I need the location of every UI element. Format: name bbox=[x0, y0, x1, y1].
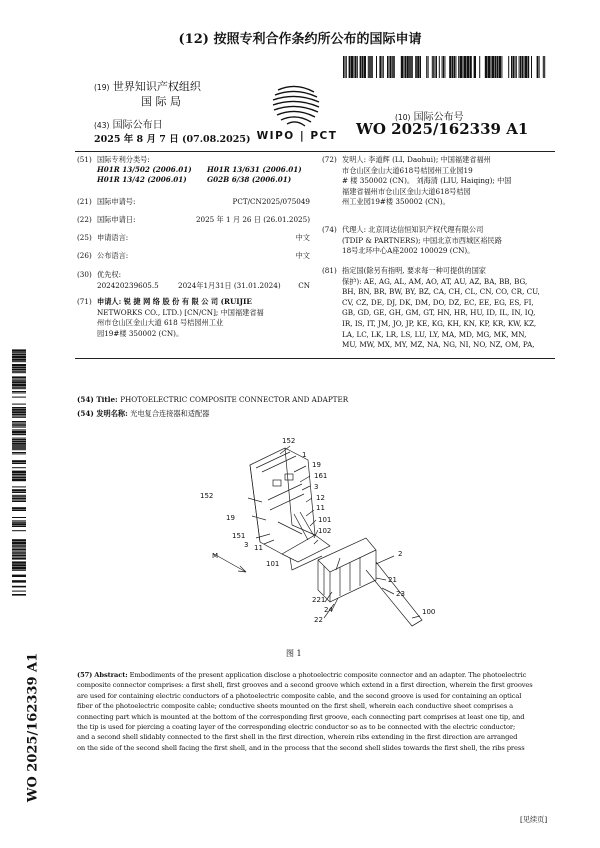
app-no-value: PCT/CN2025/075049 bbox=[232, 197, 310, 206]
applicant-block bbox=[97, 297, 312, 339]
pubno-code: (10) bbox=[395, 113, 411, 122]
priority-label: 优先权: bbox=[97, 270, 121, 279]
barcode-bar bbox=[351, 56, 353, 78]
label-23: 23 bbox=[396, 590, 405, 598]
barcode-bar bbox=[353, 56, 354, 78]
barcode-bar bbox=[492, 56, 494, 78]
applicant-code: (71) bbox=[77, 297, 92, 306]
barcode-bar bbox=[479, 56, 480, 78]
barcode-bar bbox=[406, 56, 408, 78]
barcode-bar bbox=[415, 56, 417, 78]
barcode-bar bbox=[537, 56, 539, 78]
label-101-bottom: 101 bbox=[266, 560, 280, 568]
side-barcode-bar bbox=[12, 381, 26, 383]
barcode-bar bbox=[428, 56, 429, 78]
org-bureau: 国 际 局 bbox=[141, 95, 181, 108]
filing-lang-label: 申请语言: bbox=[97, 233, 129, 242]
label-m: M bbox=[212, 552, 219, 560]
wipo-logo bbox=[256, 84, 336, 148]
barcode-bar bbox=[455, 56, 456, 78]
side-barcode-bar bbox=[12, 371, 26, 372]
barcode-bar bbox=[432, 56, 433, 78]
barcode-bar bbox=[485, 56, 487, 78]
priority-country: CN bbox=[298, 281, 310, 290]
barcode-bar bbox=[520, 56, 522, 78]
connector-drawing bbox=[190, 430, 450, 645]
barcode-bar bbox=[426, 56, 427, 78]
inventor-line: # 楼 350002 (CN)。 刘海清 (LIU, Haiqing); 中国 bbox=[342, 176, 512, 186]
side-barcode-bar bbox=[12, 542, 26, 544]
side-barcode-bar bbox=[12, 380, 26, 381]
states-line: MU, MW, MX, MY, MZ, NA, NG, NI, NO, NZ, OM, PA, bbox=[342, 340, 535, 350]
agent-line: 代理人: 北京同达信恒知识产权代理有限公司 bbox=[342, 225, 484, 234]
wipo-logo-text: WIPO | PCT bbox=[256, 130, 338, 142]
applicant-line: NETWORKS CO., LTD.) [CN/CN]; 中国福建省福 bbox=[97, 307, 264, 317]
pubdate-code: (43) bbox=[94, 121, 110, 130]
side-barcode-bar bbox=[12, 445, 26, 447]
abstract-line: connecting part which is mounted at the bottom of the corresponding first groove, each connecting part comprises at least one tip, and bbox=[77, 712, 525, 721]
ipc-row-2-b: G02B 6/38 (2006.01) bbox=[207, 175, 292, 184]
side-barcode-bar bbox=[12, 431, 26, 433]
side-barcode-bar bbox=[12, 392, 26, 393]
barcode-bar bbox=[467, 56, 469, 78]
title-zh-row bbox=[77, 409, 209, 420]
barcode-bar bbox=[411, 56, 413, 78]
side-barcode-bar bbox=[12, 391, 26, 392]
inventor-block bbox=[342, 155, 557, 208]
side-barcode-bar bbox=[12, 486, 26, 487]
barcode-bar bbox=[443, 56, 444, 78]
side-barcode-bar bbox=[12, 475, 26, 476]
agent-block bbox=[342, 225, 557, 257]
label-221: 221 bbox=[312, 596, 326, 604]
states-code: (81) bbox=[322, 266, 337, 275]
filing-lang-code: (25) bbox=[77, 233, 92, 242]
barcode-bar bbox=[344, 56, 345, 78]
abstract-line: the tip is used for piercing a coating layer of the corresponding electric conductor so as to be connected with the electric conductor; bbox=[77, 723, 516, 732]
barcode-bar bbox=[393, 56, 395, 78]
abstract-code: (57) bbox=[77, 671, 93, 679]
side-barcode-bar bbox=[12, 567, 26, 569]
barcode-bar bbox=[458, 56, 459, 78]
barcode-bar bbox=[401, 56, 403, 78]
barcode-bar bbox=[444, 56, 445, 78]
side-barcode-bar bbox=[12, 417, 26, 418]
side-barcode-bar bbox=[12, 580, 26, 582]
side-barcode-bar bbox=[12, 415, 26, 416]
states-line: LA, LC, LK, LR, LS, LU, LY, MA, MD, MG, MK, MN, bbox=[342, 329, 527, 339]
pub-lang-value: 中文 bbox=[295, 251, 310, 260]
barcode-bar bbox=[390, 56, 392, 78]
side-barcode-bar bbox=[12, 352, 26, 353]
barcode-bar bbox=[497, 56, 499, 78]
title-zh: 光电复合连接器和适配器 bbox=[130, 409, 210, 418]
side-barcode-bar bbox=[12, 539, 26, 541]
barcode-bar bbox=[381, 56, 382, 78]
states-line: 保护): AE, AG, AL, AM, AO, AT, AU, AZ, BA, BB, BG, bbox=[342, 276, 528, 286]
side-barcode-bar bbox=[12, 523, 26, 525]
side-barcode-bar bbox=[12, 427, 26, 428]
side-barcode-bar bbox=[12, 489, 26, 491]
side-barcode-bar bbox=[12, 530, 26, 531]
inventor-line: 州工业园19#楼 350002 (CN)。 bbox=[342, 197, 450, 207]
barcode-bar bbox=[519, 56, 520, 78]
barcode-bar bbox=[544, 56, 545, 78]
barcode-bar bbox=[464, 56, 466, 78]
title-en: PHOTOELECTRIC COMPOSITE CONNECTOR AND ADAPTER bbox=[120, 395, 349, 404]
side-barcode-bar bbox=[12, 384, 26, 386]
side-barcode-bar bbox=[12, 522, 26, 523]
patent-figure bbox=[190, 430, 450, 645]
side-barcode-bar bbox=[12, 372, 26, 373]
barcode-bar bbox=[371, 56, 373, 78]
barcode-bar bbox=[539, 56, 540, 78]
barcode-bar bbox=[369, 56, 371, 78]
side-barcode-bar bbox=[12, 361, 26, 362]
abstract-block bbox=[77, 670, 557, 753]
barcode-bar bbox=[364, 56, 366, 78]
states-line: CV, CZ, DE, DJ, DK, DM, DO, DZ, EC, EE, EG, ES, FI, bbox=[342, 297, 534, 307]
barcode-bar bbox=[513, 56, 514, 78]
barcode-bar bbox=[405, 56, 406, 78]
side-barcode-bar bbox=[12, 376, 26, 378]
side-barcode-bar bbox=[12, 463, 26, 464]
label-12: 12 bbox=[316, 494, 325, 502]
title-en-label: Title: bbox=[96, 395, 118, 404]
title-zh-code: (54) bbox=[77, 409, 94, 418]
side-barcode-bar bbox=[12, 520, 26, 521]
side-barcode-bar bbox=[12, 449, 26, 450]
side-barcode-bar bbox=[12, 526, 26, 527]
barcode-bar bbox=[417, 56, 419, 78]
pubdate-row bbox=[94, 116, 163, 131]
side-barcode-bar bbox=[12, 570, 26, 571]
label-3-left: 3 bbox=[244, 541, 249, 549]
barcode-bar bbox=[474, 56, 476, 78]
abstract-line bbox=[77, 670, 557, 680]
side-barcode-bar bbox=[12, 558, 26, 560]
barcode-bar bbox=[392, 56, 393, 78]
side-barcode-bar bbox=[12, 546, 26, 547]
barcode-bar bbox=[404, 56, 405, 78]
side-barcode-bar bbox=[12, 477, 26, 479]
side-barcode-bar bbox=[12, 387, 26, 388]
title-zh-label: 发明名称: bbox=[96, 409, 128, 418]
ipc-code: (51) bbox=[77, 155, 92, 164]
barcode-bar bbox=[442, 56, 443, 78]
pub-lang-code: (26) bbox=[77, 251, 92, 260]
label-11-top: 11 bbox=[316, 504, 325, 512]
pubno-value: WO 2025/162339 A1 bbox=[356, 120, 529, 138]
abstract-first-line: Embodiments of the present application disclose a photoelectric composite connector and an adapter. The photoelectric bbox=[129, 671, 527, 679]
side-barcode-bar bbox=[12, 404, 26, 405]
barcode-bar bbox=[346, 56, 347, 78]
org-name: 世界知识产权组织 bbox=[112, 80, 201, 93]
side-barcode-bar bbox=[12, 594, 26, 596]
side-barcode-bar bbox=[12, 479, 26, 481]
side-barcode-bar bbox=[12, 429, 26, 430]
figure-caption: 图 1 bbox=[286, 649, 302, 658]
side-barcode-bar bbox=[12, 364, 26, 366]
side-barcode-bar bbox=[12, 452, 26, 453]
barcode-bar bbox=[355, 56, 357, 78]
barcode-bar bbox=[368, 56, 369, 78]
side-barcode-bar bbox=[12, 356, 26, 358]
side-barcode-graphic bbox=[12, 348, 26, 598]
side-barcode-bar bbox=[12, 500, 26, 501]
barcode-bar bbox=[383, 56, 384, 78]
middle-divider bbox=[75, 358, 555, 359]
side-barcode-bar bbox=[12, 550, 26, 551]
org-block bbox=[94, 78, 201, 94]
label-151: 151 bbox=[232, 532, 246, 540]
side-barcode-bar bbox=[12, 495, 26, 496]
barcode-bar bbox=[357, 56, 358, 78]
continued-note: [见续页] bbox=[520, 815, 548, 824]
barcode-bar bbox=[453, 56, 455, 78]
label-2: 2 bbox=[398, 550, 403, 558]
barcode-bar bbox=[514, 56, 515, 78]
org-code: (19) bbox=[94, 83, 110, 92]
side-number-text: WO 2025/162339 A1 bbox=[25, 652, 41, 803]
barcode-bar bbox=[499, 56, 501, 78]
applicant-line: 州市仓山区金山大道 618 号桔园州工业 bbox=[97, 318, 224, 328]
label-102: 102 bbox=[318, 527, 332, 535]
pubno-label: 国际公布号 bbox=[413, 112, 464, 123]
side-barcode-bar bbox=[12, 549, 26, 550]
side-barcode-bar bbox=[12, 473, 26, 475]
filing-lang-value: 中文 bbox=[295, 233, 310, 242]
ipc-row-1-b: H01R 13/631 (2006.01) bbox=[207, 165, 302, 174]
side-barcode-bar bbox=[12, 501, 26, 502]
barcode-bar bbox=[452, 56, 453, 78]
side-barcode-bar bbox=[12, 471, 26, 473]
side-barcode-bar bbox=[12, 397, 26, 398]
agent-line: (TDIP & PARTNERS); 中国北京市西城区裕民路 bbox=[342, 235, 502, 245]
label-11-left: 11 bbox=[254, 544, 263, 552]
barcode-bar bbox=[439, 56, 440, 78]
app-date-label: 国际申请日: bbox=[97, 215, 136, 224]
priority-number: 202420239605.5 bbox=[97, 281, 159, 290]
inventor-code: (72) bbox=[322, 155, 337, 164]
side-barcode-bar bbox=[12, 424, 26, 425]
states-line: BH, BN, BR, BW, BY, BZ, CA, CH, CL, CN, CO, CR, CU, bbox=[342, 287, 540, 297]
barcode-bar bbox=[525, 56, 527, 78]
barcode-bar bbox=[469, 56, 471, 78]
side-barcode-bar bbox=[12, 408, 26, 410]
side-barcode-bar bbox=[12, 507, 26, 509]
side-barcode-bar bbox=[12, 378, 26, 379]
side-barcode-bar bbox=[12, 421, 26, 422]
barcode-bar bbox=[433, 56, 434, 78]
priority-code: (30) bbox=[77, 270, 92, 279]
side-barcode-bar bbox=[12, 564, 26, 566]
side-barcode-bar bbox=[12, 552, 26, 553]
side-barcode-bar bbox=[12, 388, 26, 389]
side-barcode-bar bbox=[12, 561, 26, 563]
side-barcode-bar bbox=[12, 453, 26, 454]
side-barcode-bar bbox=[12, 467, 26, 468]
side-barcode-bar bbox=[12, 442, 26, 444]
label-3-top: 3 bbox=[314, 483, 319, 491]
states-line: GB, GD, GE, GH, GM, GT, HN, HR, HU, ID, IL, IN, IQ, bbox=[342, 308, 536, 318]
barcode-bar bbox=[420, 56, 421, 78]
states-block bbox=[342, 266, 557, 351]
side-barcode-bar bbox=[12, 460, 26, 462]
inventor-line: 市仓山区金山大道618号桔园州工业园19 bbox=[342, 165, 473, 175]
barcode-bar bbox=[436, 56, 437, 78]
ipc-row-2-a: H01R 13/42 (2006.01) bbox=[97, 175, 187, 184]
header-divider bbox=[75, 151, 555, 152]
side-barcode-bar bbox=[12, 358, 26, 360]
side-barcode-bar bbox=[12, 369, 26, 371]
barcode-bar bbox=[523, 56, 524, 78]
barcode-bar bbox=[360, 56, 362, 78]
abstract-line: on the side of the second shell facing the first shell, and in the process that the second shell slides towards the first shell, the ribs press bbox=[77, 743, 525, 752]
side-barcode-bar bbox=[12, 407, 26, 408]
label-24: 24 bbox=[324, 606, 333, 614]
side-barcode-bar bbox=[12, 553, 26, 554]
abstract-line: are used for containing electric conductors of a photoelectric composite cable, and the second groove is used for containing an optical bbox=[77, 691, 522, 700]
barcode-bar bbox=[488, 56, 490, 78]
app-date-value: 2025 年 1 月 26 日 (26.01.2025) bbox=[195, 215, 310, 224]
pubdate-value: 2025 年 8 月 7 日 (07.08.2025) bbox=[94, 134, 251, 145]
side-barcode-bar bbox=[12, 447, 26, 449]
side-barcode-bar bbox=[12, 498, 26, 500]
pub-lang-label: 公布语言: bbox=[97, 251, 129, 260]
barcode-bar bbox=[490, 56, 491, 78]
barcode-bar bbox=[522, 56, 523, 78]
label-22: 22 bbox=[314, 616, 323, 624]
inventor-line: 发明人: 李道辉 (LI, Daohui); 中国福建省福州 bbox=[342, 155, 491, 164]
barcode-bar bbox=[449, 56, 451, 78]
label-19-top: 19 bbox=[312, 461, 321, 469]
side-barcode-bar bbox=[12, 439, 26, 441]
abstract-label: Abstract: bbox=[94, 671, 128, 679]
side-barcode-bar bbox=[12, 591, 26, 592]
side-barcode-bar bbox=[12, 548, 26, 549]
inventor-line: 福建省福州市仓山区金山大道618号桔园 bbox=[342, 186, 471, 196]
barcode-bar bbox=[349, 56, 351, 78]
ipc-row-1-a: H01R 13/502 (2006.01) bbox=[97, 165, 192, 174]
side-barcode-bar bbox=[12, 441, 26, 442]
label-152-top: 152 bbox=[282, 437, 296, 445]
barcode-bar bbox=[528, 56, 530, 78]
agent-line: 18号北环中心A座2002 100029 (CN)。 bbox=[342, 246, 475, 256]
app-date-code: (22) bbox=[77, 215, 92, 224]
barcode-graphic bbox=[343, 56, 551, 78]
side-barcode-bar bbox=[12, 510, 26, 511]
label-101-top: 101 bbox=[318, 516, 332, 524]
barcode bbox=[343, 56, 551, 78]
side-publication-number bbox=[20, 652, 41, 810]
barcode-bar bbox=[511, 56, 513, 78]
states-line: 指定国(除另有指明, 要求每一种可提供的国家 bbox=[342, 266, 486, 275]
side-barcode-bar bbox=[12, 517, 26, 518]
pubdate-label: 国际公布日 bbox=[112, 120, 163, 131]
side-barcode-bar bbox=[12, 492, 26, 493]
document-title: (12) 按照专利合作条约所公布的国际申请 bbox=[178, 32, 422, 47]
side-barcode-bar bbox=[12, 349, 26, 351]
side-barcode-bar bbox=[12, 438, 26, 439]
barcode-bar bbox=[409, 56, 411, 78]
side-barcode-bar bbox=[12, 575, 26, 577]
barcode-bar bbox=[460, 56, 462, 78]
side-barcode-bar bbox=[12, 496, 26, 497]
label-152-left: 152 bbox=[200, 492, 214, 500]
barcode-bar bbox=[376, 56, 377, 78]
app-no-code: (21) bbox=[77, 197, 92, 206]
barcode-bar bbox=[501, 56, 502, 78]
side-barcode-bar bbox=[12, 557, 26, 558]
title-en-code: (54) bbox=[77, 395, 94, 404]
label-19-left: 19 bbox=[226, 514, 235, 522]
label-21: 21 bbox=[388, 576, 397, 584]
abstract-line: fiber of the photoelectric composite cable; conductive sheets mounted on the first shell, wherein each conductive sheet comprises a bbox=[77, 702, 513, 711]
agent-code: (74) bbox=[322, 225, 337, 234]
states-line: IR, IS, IT, JM, JO, JP, KE, KG, KH, KN, KP, KR, KW, KZ, bbox=[342, 318, 537, 328]
side-barcode-bar bbox=[12, 434, 26, 436]
barcode-bar bbox=[379, 56, 381, 78]
side-barcode-bar bbox=[12, 414, 26, 415]
label-100: 100 bbox=[422, 608, 436, 616]
abstract-line: composite connector comprises: a first shell, first grooves and a second groove which extend in a first direction, wherein the first grooves bbox=[77, 681, 533, 690]
side-barcode-bar bbox=[12, 545, 26, 546]
barcode-bar bbox=[462, 56, 463, 78]
barcode-bar bbox=[531, 56, 532, 78]
side-barcode-bar bbox=[12, 367, 26, 369]
barcode-bar bbox=[543, 56, 544, 78]
side-barcode-bar bbox=[12, 422, 26, 423]
app-no-label: 国际申请号: bbox=[97, 197, 136, 206]
barcode-bar bbox=[362, 56, 364, 78]
title-en-row bbox=[77, 395, 348, 406]
label-1: 1 bbox=[302, 451, 307, 459]
barcode-bar bbox=[495, 56, 497, 78]
applicant-line: 园19#楼 350002 (CN)。 bbox=[97, 328, 184, 338]
priority-date: 2024年1月31日 (31.01.2024) bbox=[178, 281, 281, 290]
side-barcode-bar bbox=[12, 586, 26, 588]
ipc-label: 国际专利分类号: bbox=[97, 155, 150, 164]
barcode-bar bbox=[435, 56, 436, 78]
barcode-bar bbox=[343, 56, 344, 78]
applicant-line: 申请人: 锐 捷 网 络 股 份 有 限 公 司 (RUIJIE bbox=[97, 297, 252, 306]
label-161: 161 bbox=[314, 472, 328, 480]
side-barcode-bar bbox=[12, 425, 26, 426]
side-barcode-bar bbox=[12, 354, 26, 356]
barcode-bar bbox=[516, 56, 517, 78]
side-barcode-bar bbox=[12, 411, 26, 413]
barcode-bar bbox=[387, 56, 388, 78]
barcode-bar bbox=[388, 56, 389, 78]
side-barcode-bar bbox=[12, 555, 26, 557]
abstract-line: and a second shell slidably connected to the first shell in the first direction, wherein ribs extending in the first direction are arranged bbox=[77, 733, 518, 742]
barcode-bar bbox=[508, 56, 509, 78]
side-barcode bbox=[12, 348, 26, 598]
